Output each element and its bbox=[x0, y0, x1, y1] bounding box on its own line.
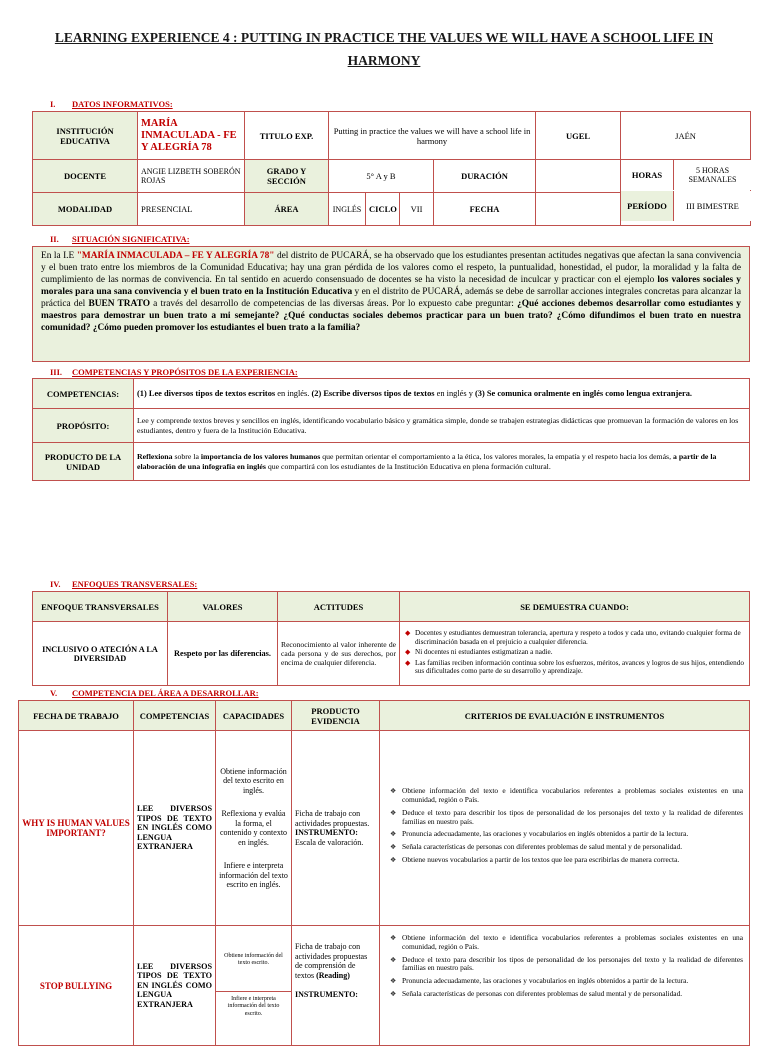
horas-label: HORAS bbox=[621, 160, 674, 190]
modalidad-label: MODALIDAD bbox=[33, 193, 138, 226]
demuestra-list bbox=[400, 622, 750, 686]
capacidades-header: CAPACIDADES bbox=[216, 701, 292, 731]
enfoques-table bbox=[32, 591, 750, 686]
competencias-table bbox=[32, 378, 750, 481]
comp-label: COMPETENCIAS: bbox=[33, 379, 134, 409]
ugel-value: JAÉN bbox=[621, 112, 751, 160]
criterio-item: ❖ Deduce el texto para describir los tipos de personalidad de los personajes del texto y la realidad de diferentes familias en nuestro país. bbox=[390, 807, 743, 826]
bullet-icon: ❖ bbox=[390, 808, 397, 817]
diamond-bullet-icon: ◆ bbox=[405, 658, 411, 667]
comp-row-2: LEE DIVERSOS TIPOS DE TEXTO EN INGLÉS COMO LENGUA EXTRANJERA bbox=[134, 926, 216, 1046]
docente-value: ANGIE LIZBETH SOBERÓN ROJAS bbox=[138, 160, 245, 193]
producto-value: Reflexiona sobre la importancia de los valores humanos que permitan orientar el comportamiento a la ética, los valores morales, la empatía y el respeto hacia los demás, a partir de la elaboración de una infografía en inglés que compartirá con los estudiantes de la Institución Educativa en plena formación cultural. bbox=[134, 443, 750, 481]
bullet-icon: ❖ bbox=[390, 843, 397, 852]
criterio-item: ❖ Pronuncia adecuadamente, las oraciones y vocabularios en inglés obtenidos a partir de la lectura. bbox=[390, 829, 689, 839]
bullet-icon: ❖ bbox=[390, 787, 397, 796]
grado-value: 5° A y B bbox=[329, 160, 434, 193]
section-1-heading: I. DATOS INFORMATIVOS: bbox=[50, 99, 173, 109]
school-name: "MARÍA INMACULADA – FE Y ALEGRÍA 78" bbox=[76, 251, 275, 261]
enfoque-header: ENFOQUE TRANSVERSALES bbox=[33, 592, 168, 622]
section-3-heading: III. COMPETENCIAS Y PROPÓSITOS DE LA EXPERIENCIA: bbox=[50, 367, 298, 377]
demuestra-item: ◆ Docentes y estudiantes demuestran tolerancia, apertura y respeto a todos y cada uno, evitando cualquier forma de discriminación basada en el prejuicio a cualquier diferencia. bbox=[405, 629, 741, 646]
cap-row-2: Obtiene información del texto escrito. Infiere e interpreta información del texto escrito. bbox=[216, 926, 292, 1046]
bullet-icon: ❖ bbox=[390, 955, 397, 964]
prod-row-2: Ficha de trabajo con actividades propuestas de comprensión de textos (Reading) INSTRUMENTO: bbox=[292, 926, 380, 1046]
actitud-value: Reconocimiento al valor inherente de cada persona y de sus derechos, por encima de cualquier diferencia. bbox=[278, 622, 400, 686]
fecha-value bbox=[536, 193, 621, 226]
demuestra-item: ◆ Ni docentes ni estudiantes estigmatizan a nadie. bbox=[405, 648, 553, 657]
section-4-heading: IV. ENFOQUES TRANSVERSALES: bbox=[50, 579, 198, 589]
valores-header: VALORES bbox=[168, 592, 278, 622]
periodo-label: PERÍODO bbox=[621, 191, 674, 221]
valor-value: Respeto por las diferencias. bbox=[168, 622, 278, 686]
fecha-row-1: WHY IS HUMAN VALUES IMPORTANT? bbox=[19, 731, 134, 926]
titulo-value: Putting in practice the values we will have a school life in harmony bbox=[329, 112, 536, 160]
ciclo-label: CICLO bbox=[366, 193, 400, 226]
ugel-label: UGEL bbox=[536, 112, 621, 160]
docente-label: DOCENTE bbox=[33, 160, 138, 193]
horas-value: 5 HORAS SEMANALES bbox=[674, 160, 751, 190]
crit-row-2 bbox=[380, 926, 750, 1046]
competencias-header: COMPETENCIAS bbox=[134, 701, 216, 731]
grado-label: GRADO Y SECCIÓN bbox=[245, 160, 329, 193]
diamond-bullet-icon: ◆ bbox=[405, 629, 411, 638]
criterio-item: ❖ Obtiene información del texto e identifica vocabularios referentes a problemas sociales existentes en una comunidad, región o País. bbox=[390, 933, 743, 951]
criterios-header: CRITERIOS DE EVALUACIÓN E INSTRUMENTOS bbox=[380, 701, 750, 731]
document-title: LEARNING EXPERIENCE 4 : PUTTING IN PRACTICE THE VALUES WE WILL HAVE A SCHOOL LIFE IN HARMONY bbox=[54, 30, 714, 68]
bullet-icon: ❖ bbox=[390, 989, 397, 998]
area-value: INGLÉS bbox=[329, 193, 366, 226]
horas-row bbox=[620, 160, 751, 190]
producto-label: PRODUCTO DE LA UNIDAD bbox=[33, 443, 134, 481]
demuestra-item: ◆ Las familias reciben información continua sobre los esfuerzos, méritos, avances y logros de sus hijos, entendiendo sus dificultades como parte de su desarrollo y aprendizaje. bbox=[405, 658, 744, 676]
area-label: ÁREA bbox=[245, 193, 329, 226]
periodo-value: III BIMESTRE bbox=[674, 191, 751, 221]
cap-row-1: Obtiene información del texto escrito en inglés. Reflexiona y evalúa la forma, el contenido y contexto en inglés. Infiere e interpreta información del texto escrito en inglés. bbox=[216, 731, 292, 926]
section-2-heading: II. SITUACIÓN SIGNIFICATIVA: bbox=[50, 234, 190, 244]
fecha-label: FECHA bbox=[434, 193, 536, 226]
criterio-item: ❖ Deduce el texto para describir los tipos de personalidad de los personajes del texto y la realidad de diferentes familias en nuestro país. bbox=[390, 954, 743, 973]
institucion-label: INSTITUCIÓN EDUCATIVA bbox=[33, 112, 138, 160]
criterio-item: ❖ Obtiene información del texto e identifica vocabularios referentes a problemas sociales existentes en una comunidad, región o País. bbox=[390, 786, 743, 804]
periodo-row bbox=[620, 191, 751, 221]
ciclo-value: VII bbox=[400, 193, 434, 226]
titulo-label: TITULO EXP. bbox=[245, 112, 329, 160]
prod-row-1: Ficha de trabajo con actividades propuestas. INSTRUMENTO: Escala de valoración. bbox=[292, 731, 380, 926]
proposito-label: PROPÓSITO: bbox=[33, 409, 134, 443]
area-table bbox=[18, 700, 750, 1046]
fecha-header: FECHA DE TRABAJO bbox=[19, 701, 134, 731]
comp-value: (1) Lee diversos tipos de textos escritos en inglés. (2) Escribe diversos tipos de textos en inglés y (3) Se comunica oralmente en inglés como lengua extranjera. bbox=[134, 379, 750, 409]
proposito-value: Lee y comprende textos breves y sencillos en inglés, identificando vocabulario básico y gramática simple, donde se trabajen estrategias didácticas que promuevan la formación de valores en los estudiantes, dentro y fuera de la Institución Educativa. bbox=[134, 409, 750, 443]
criterio-item: ❖ Señala características de personas con diferentes problemas de salud mental y de personalidad. bbox=[390, 988, 683, 998]
criterio-item: ❖ Señala características de personas con diferentes problemas de salud mental y de personalidad. bbox=[390, 842, 683, 852]
actitudes-header: ACTITUDES bbox=[278, 592, 400, 622]
bullet-icon: ❖ bbox=[390, 855, 397, 864]
fecha-row-2: STOP BULLYING bbox=[19, 926, 134, 1046]
criterio-item: ❖ Pronuncia adecuadamente, las oraciones y vocabularios en inglés obtenidos a partir de la lectura. bbox=[390, 976, 689, 986]
criterio-item: ❖ Obtiene nuevos vocabularios a partir de los textos que lee para escribirlas de manera correcta. bbox=[390, 854, 680, 864]
bullet-icon: ❖ bbox=[390, 934, 397, 942]
enfoque-value: INCLUSIVO O ATECIÓN A LA DIVERSIDAD bbox=[33, 622, 168, 686]
diamond-bullet-icon: ◆ bbox=[405, 648, 411, 657]
bullet-icon: ❖ bbox=[390, 977, 397, 986]
producto-header: PRODUCTO EVIDENCIA bbox=[292, 701, 380, 731]
situacion-box: En la I.E "MARÍA INMACULADA – FE Y ALEGRÍA 78" del distrito de PUCARÁ, se ha observado que los estudiantes presentan actitudes negativas que afectan la sana convivencia y el buen trato entre los miembros de la Comunidad Educativa; hay una gran pérdida de los valores como el respeto, la puntualidad, honestidad, el pudor, la moralidad y la falta de cumplimiento de las normas de convivencia. En tal sentido en acuerdo consensuado de docentes se ha visto la necesidad de inculcar y practicar con el ejemplo los valores sociales y morales para una sana convivencia y el buen trato en la Institución Educativa y en el distrito de PUCARÁ, además se debe de sarrollar acciones integrales concretas para alcanzar la práctica del BUEN TRATO a través del desarrollo de competencias de las diversas áreas. Por lo expuesto cabe preguntar: ¿Qué acciones debemos desarrollar como estudiantes y maestros para demostrar un buen trato a mi semejante? ¿Qué conductas sociales debemos practicar para un buen trato? ¿Cómo difundimos el buen trato en nuestra comunidad? ¿Cómo pueden promover los estudiantes el buen trato a la familia? bbox=[32, 246, 750, 362]
demuestra-header: SE DEMUESTRA CUANDO: bbox=[400, 592, 750, 622]
section-5-heading: V. COMPETENCIA DEL ÁREA A DESARROLLAR: bbox=[50, 688, 259, 698]
duracion-label: DURACIÓN bbox=[434, 160, 536, 193]
modalidad-value: PRESENCIAL bbox=[138, 193, 245, 226]
institucion-value: MARÍA INMACULADA - FE Y ALEGRÍA 78 bbox=[138, 112, 245, 160]
comp-row-1: LEE DIVERSOS TIPOS DE TEXTO EN INGLÉS COMO LENGUA EXTRANJERA bbox=[134, 731, 216, 926]
duracion-value bbox=[536, 160, 621, 193]
crit-row-1 bbox=[380, 731, 750, 926]
bullet-icon: ❖ bbox=[390, 830, 397, 839]
